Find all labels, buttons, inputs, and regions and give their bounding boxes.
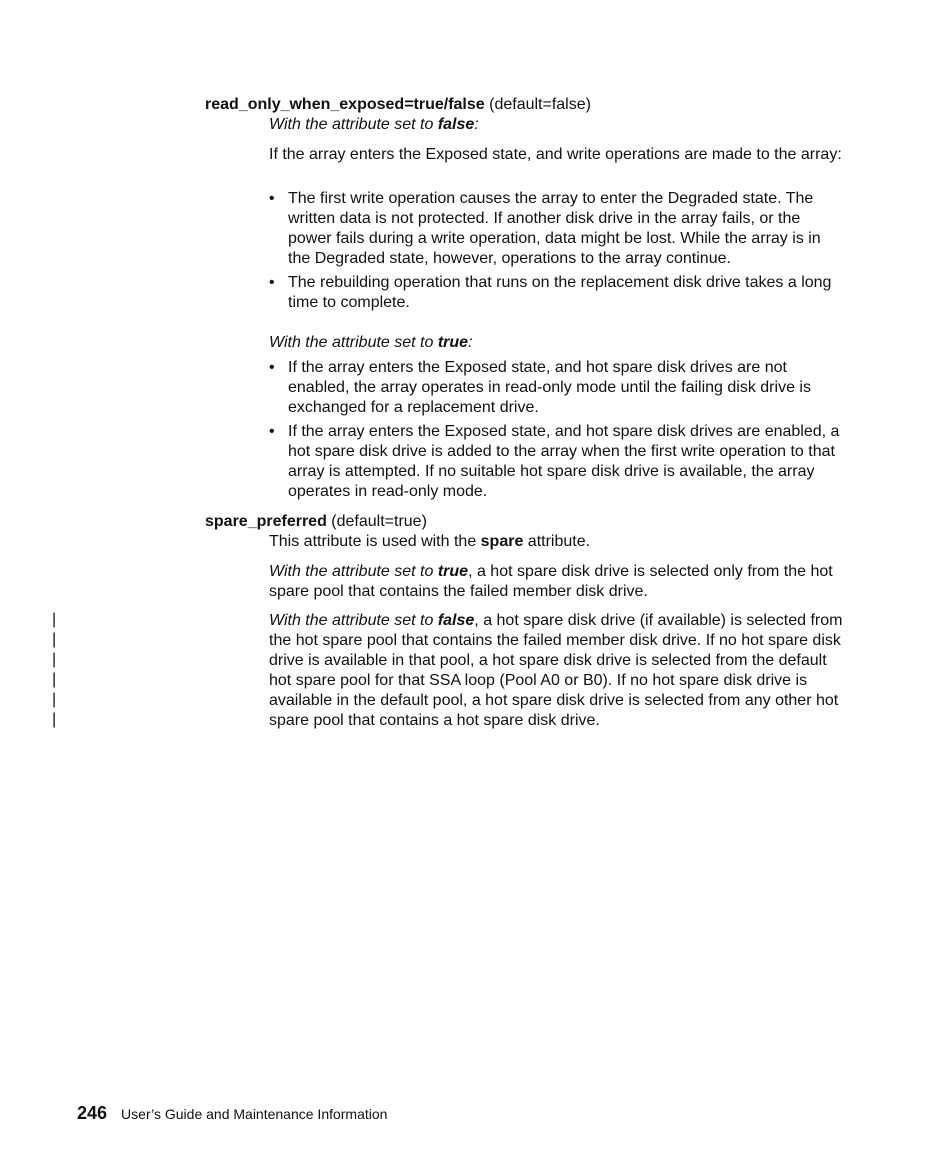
spare-preferred-term-name: spare_preferred [205,513,327,530]
revision-bar: | [52,611,57,628]
revision-bar: | [52,691,57,708]
revision-bar: | [52,651,57,668]
footer-title: User’s Guide and Maintenance Information [121,1106,388,1122]
bullet-glyph: • [269,274,275,291]
read-only-term-default: (default=false) [489,96,591,113]
spare-preferred-term-line [205,512,845,532]
false-heading: With the attribute set to false: [269,116,479,133]
list-item: • The first write operation causes the array to enter the Degraded state. The written data is not protected. If another disk drive in the array fails, or the power fails during a write operation, data might be lost. While the array is in the Degraded state, however, operations to the array continue. [269,190,821,267]
false-bullet-list [269,189,845,313]
revision-bar: | [52,671,57,688]
read-only-term-line [205,95,845,115]
list-item: • If the array enters the Exposed state, and hot spare disk drives are not enabled, the array operates in read-only mode until the failing disk drive is exchanged for a replacement drive. [269,359,811,416]
page-footer [77,1102,387,1125]
bullet-glyph: • [269,423,275,440]
revision-bar: | [52,631,57,648]
list-item: • The rebuilding operation that runs on the replacement disk drive takes a long time to complete. [269,274,832,311]
false-intro: If the array enters the Exposed state, and write operations are made to the array: [269,146,842,163]
spare-attribute-keyword: spare [480,533,524,550]
bullet-glyph: • [269,359,275,376]
revision-bar: | [52,711,57,728]
read-only-term-name: read_only_when_exposed=true/false [205,96,485,113]
revision-bars [52,610,62,730]
spare-true-paragraph: With the attribute set to true, a hot spare disk drive is selected only from the hot spare pool that contains the failed member disk drive. [269,563,833,600]
bullet-glyph: • [269,190,275,207]
true-bullet-list [269,358,845,502]
spare-false-paragraph: With the attribute set to false, a hot spare disk drive (if available) is selected from the hot spare pool that contains the failed member disk drive. If no hot spare disk drive is available in that pool, a hot spare disk drive is selected from the default hot spare pool for that SSA loop (Pool A0 or B0). If no hot spare disk drive is available in the default pool, a hot spare disk drive is selected from any other hot spare pool that contains a hot spare disk drive. [269,612,843,729]
page-number: 246 [77,1103,108,1123]
spare-attribute-line: This attribute is used with the spare attribute. [269,533,591,550]
true-heading: With the attribute set to true: [269,334,473,351]
spare-preferred-term-default: (default=true) [331,513,427,530]
true-heading-value: true [437,334,469,351]
list-item: • If the array enters the Exposed state, and hot spare disk drives are enabled, a hot spare disk drive is added to the array when the first write operation to that array is attempted. If no suitable hot spare disk drive is available, the array operates in read-only mode. [269,423,840,500]
false-heading-value: false [437,116,475,133]
